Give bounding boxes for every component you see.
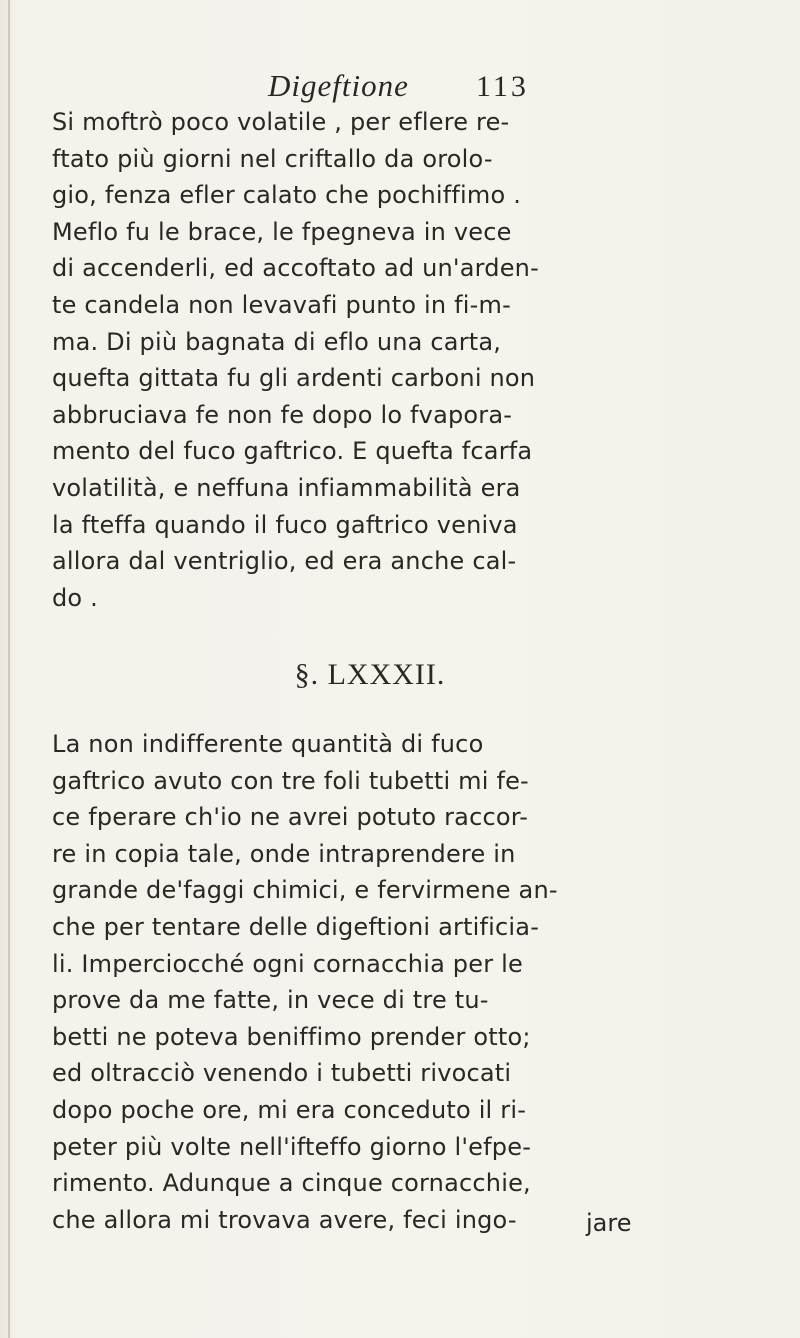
text-line: quefta gittata fu gli ardenti carboni non bbox=[52, 364, 536, 393]
text-line: mento del fuco gaftrico. E quefta fcarfa bbox=[52, 437, 533, 466]
text-line: li. Imperciocché ogni cornacchia per le bbox=[52, 949, 523, 978]
text-line: ma. Di più bagnata di eflo una carta, bbox=[52, 327, 502, 356]
text-line: che per tentare delle digeftioni artificia- bbox=[52, 912, 540, 941]
text-line: La non indifferente quantità di fuco bbox=[52, 730, 484, 758]
page-number: 113 bbox=[476, 70, 529, 103]
text-line: peter più volte nell'ifteffo giorno l'efpe- bbox=[52, 1132, 532, 1161]
text-line: dopo poche ore, mi era conceduto il ri- bbox=[52, 1095, 527, 1124]
text-line: ftato più giorni nel criftallo da orolo- bbox=[52, 144, 493, 173]
text-line: rimento. Adunque a cinque cornacchie, bbox=[52, 1169, 531, 1198]
text-line: di accenderli, ed accoftato ad un'arden- bbox=[52, 254, 539, 283]
catchword: jare bbox=[586, 1209, 632, 1237]
page-header bbox=[0, 68, 800, 108]
paragraph-1 bbox=[52, 104, 762, 616]
text-line: do . bbox=[52, 583, 98, 612]
text-line: che allora mi trovava avere, feci ingo- bbox=[52, 1205, 517, 1234]
text-line: ce fperare ch'io ne avrei potuto raccor- bbox=[52, 803, 529, 832]
text-line: allora dal ventriglio, ed era anche cal- bbox=[52, 547, 517, 576]
section-heading-text: §. LXXXII. bbox=[294, 658, 446, 691]
text-line: Meflo fu le brace, le fpegneva in vece bbox=[52, 217, 512, 246]
text-line: gio, fenza efler calato che pochiffimo . bbox=[52, 181, 522, 210]
running-title: Digeftione bbox=[268, 68, 409, 103]
text-line: volatilità, e neffuna infiammabilità era bbox=[52, 473, 521, 502]
text-line: ed oltracciò venendo i tubetti rivocati bbox=[52, 1059, 512, 1088]
text-line: Si moftrò poco volatile , per eflere re- bbox=[52, 108, 510, 136]
text-line: abbruciava fe non fe dopo lo fvapora- bbox=[52, 400, 513, 429]
text-line: gaftrico avuto con tre foli tubetti mi fe- bbox=[52, 766, 529, 795]
section-heading bbox=[0, 658, 800, 692]
text-line: re in copia tale, onde intraprendere in bbox=[52, 839, 516, 868]
text-line: te candela non levavafi punto in fi-m- bbox=[52, 290, 511, 319]
text-line: grande de'faggi chimici, e fervirmene an- bbox=[52, 876, 558, 905]
text-line: la fteffa quando il fuco gaftrico veniva bbox=[52, 510, 518, 539]
text-line: betti ne poteva beniffimo prender otto; bbox=[52, 1022, 531, 1051]
text-line: prove da me fatte, in vece di tre tu- bbox=[52, 986, 489, 1015]
paragraph-2 bbox=[52, 726, 762, 1238]
